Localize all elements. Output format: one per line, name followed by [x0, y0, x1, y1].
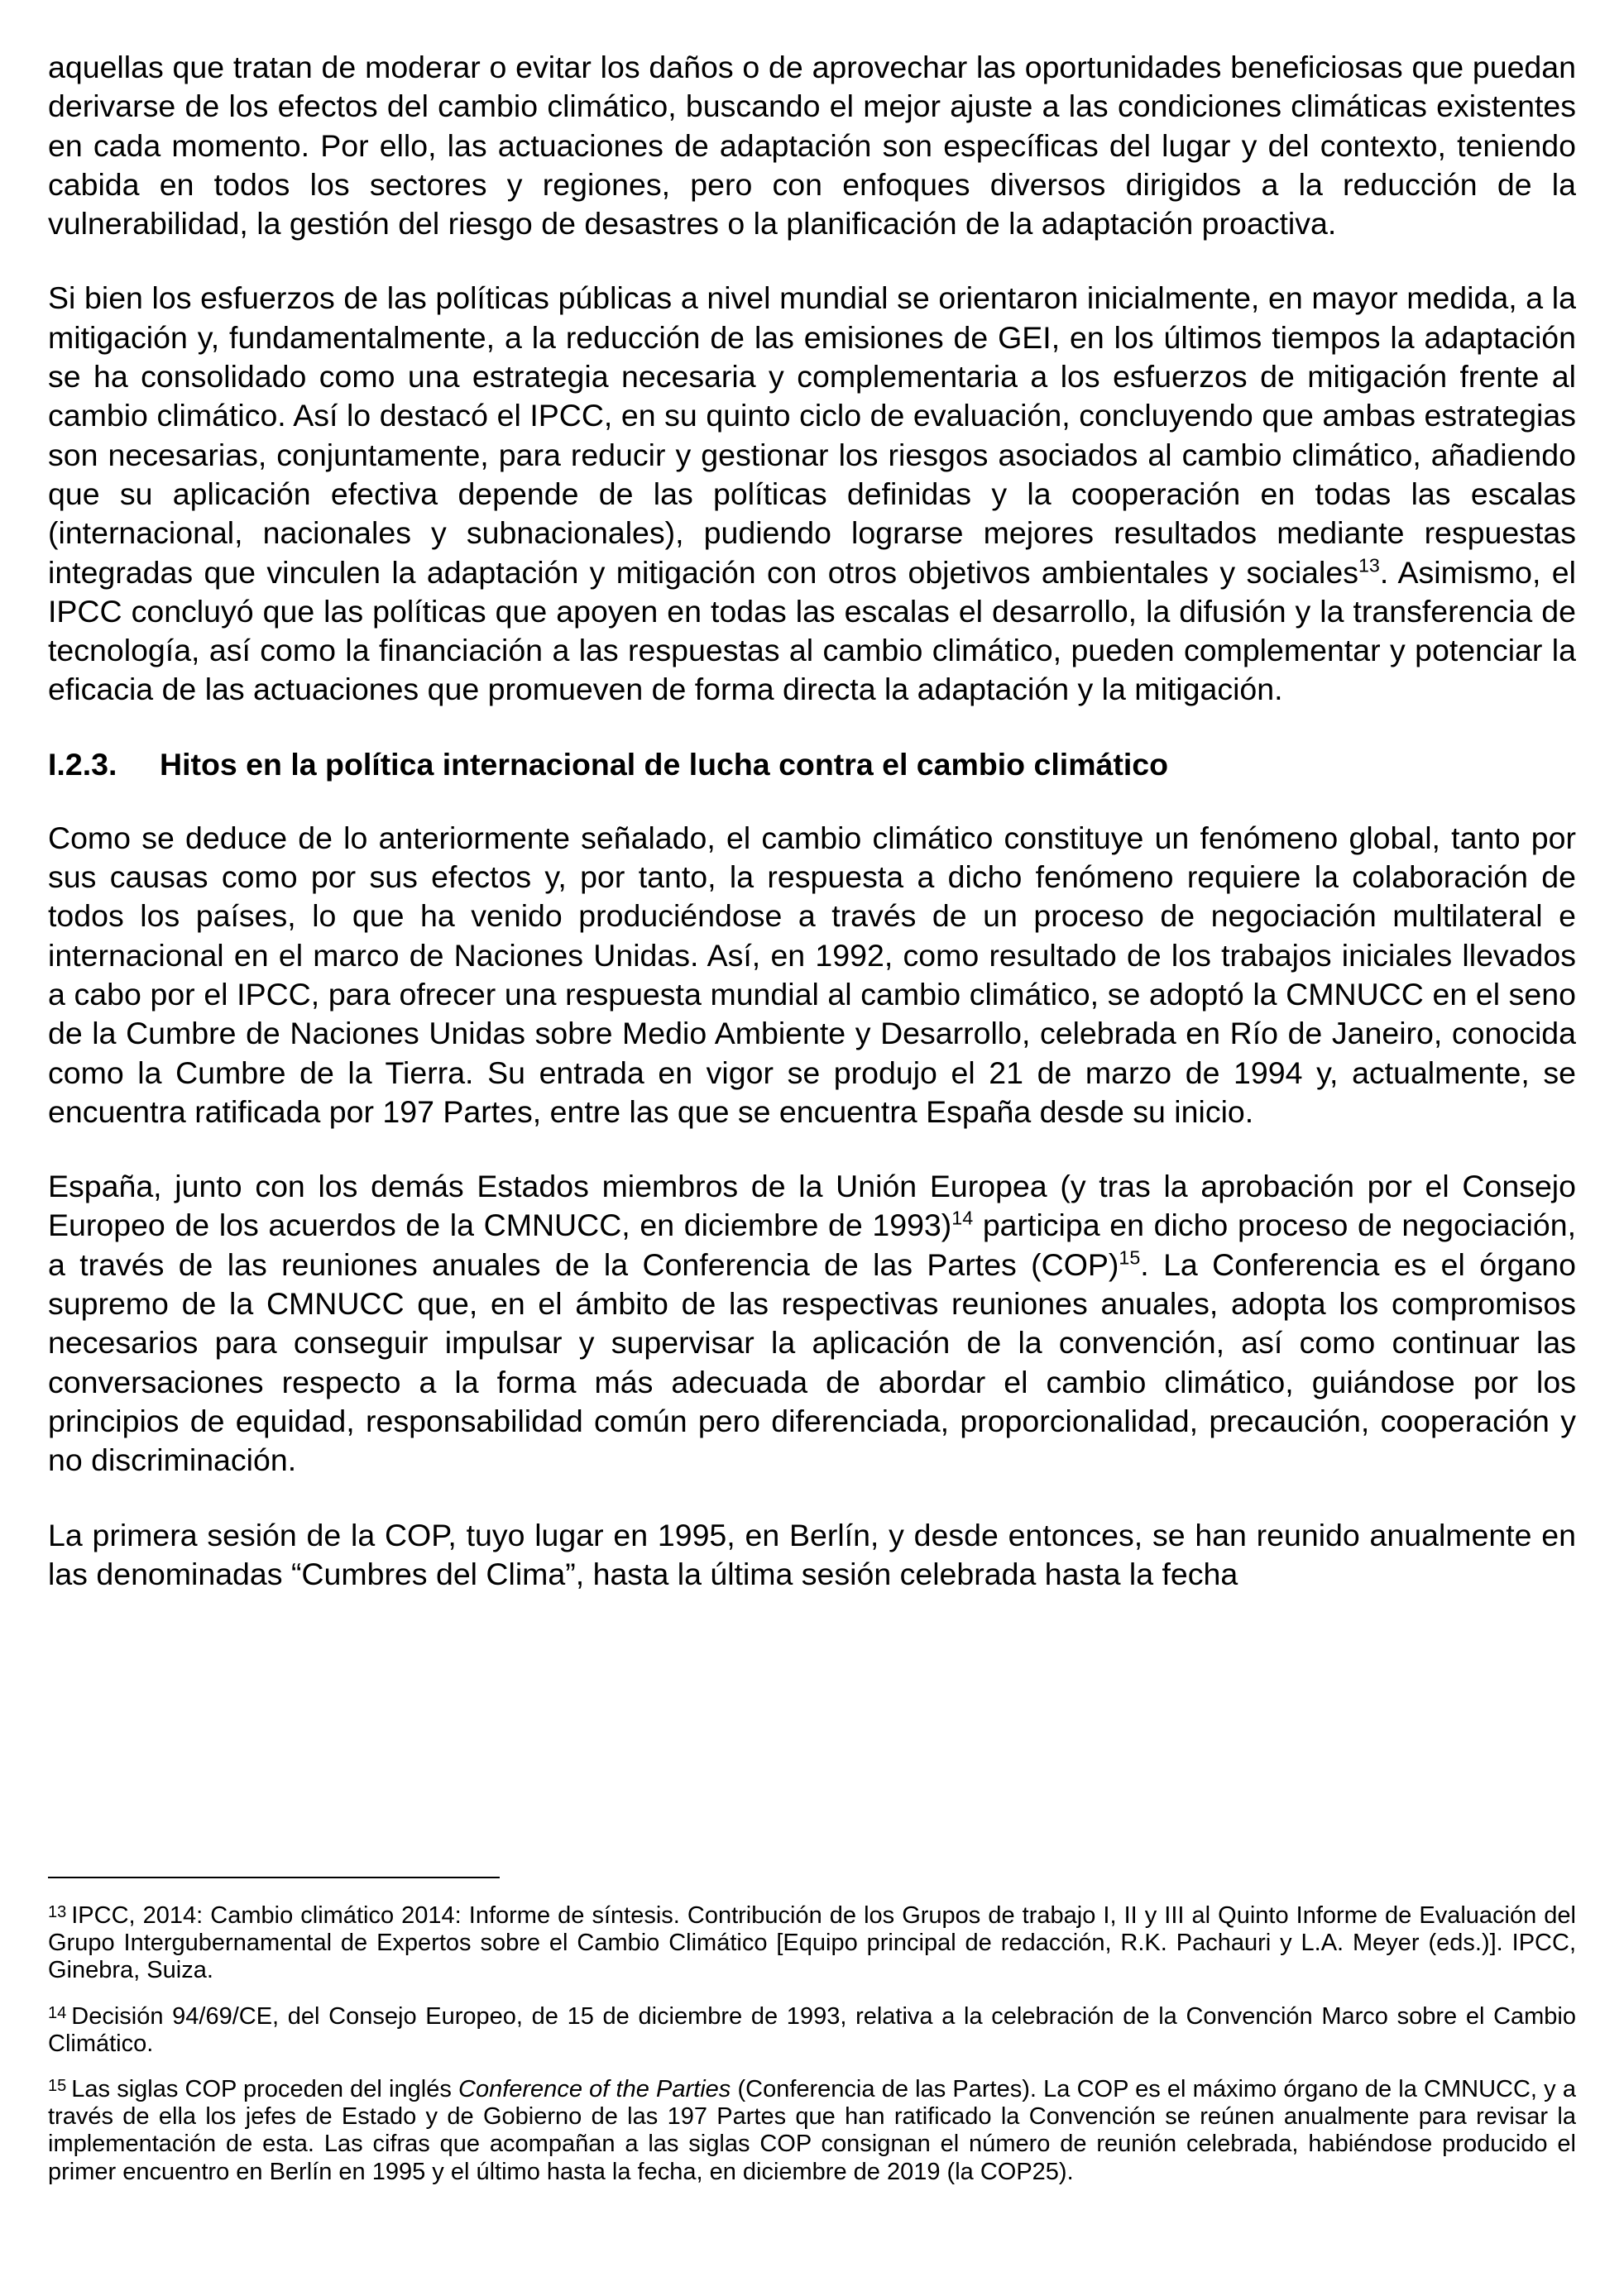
- footnote-text: (Conferencia de las Partes). La COP es el máximo órgano de la CMNUCC, y a través de ella los jefes de Estado y de Gobierno de las 197 Partes que han ratificado la Convención se reúnen anualmente para revisar la implementación de esta. Las cifras que acompañan a las siglas COP consignan el número de reunión celebrada, habiéndose producido el primer encuentro en Berlín en 1995 y el último hasta la fecha, en diciembre de 2019 (la COP25).: [48, 2076, 1576, 2185]
- document-body: [48, 48, 1576, 1629]
- paragraph-text: La primera sesión de la COP, tuyo lugar en 1995, en Berlín, y desde entonces, se han reunido anualmente en las denominadas “Cumbres del Clima”, hasta la última sesión celebrada hasta la fecha: [48, 1517, 1576, 1591]
- footnotes: [48, 1902, 1576, 2204]
- footnote-text: Decisión 94/69/CE, del Consejo Europeo, de 15 de diciembre de 1993, relativa a la celebración de la Convención Marco sobre el Cambio Climático.: [48, 2002, 1576, 2057]
- paragraph-text: participa en dicho proceso de negociación, a través de las reuniones anuales de la Conferencia de las Partes (COP): [48, 1208, 1576, 1282]
- footnote-number: 14: [48, 2003, 67, 2022]
- paragraph-text: Como se deduce de lo anteriormente señalado, el cambio climático constituye un fenómeno global, tanto por sus causas como por sus efectos y, por tanto, la respuesta a dicho fenómeno requiere la colaboración de todos los países, lo que ha venido produciéndose a través de un proceso de negociación multilateral e internacional en el marco de Naciones Unidas. Así, en 1992, como resultado de los trabajos iniciales llevados a cabo por el IPCC, para ofrecer una respuesta mundial al cambio climático, se adoptó la CMNUCC en el seno de la Cumbre de Naciones Unidas sobre Medio Ambiente y Desarrollo, celebrada en Río de Janeiro, conocida como la Cumbre de la Tierra. Su entrada en vigor se produjo el 21 de marzo de 1994 y, actualmente, se encuentra ratificada por 197 Partes, entre las que se encuentra España desde su inicio.: [48, 820, 1576, 1129]
- paragraph-text: . La Conferencia es el órgano supremo de la CMNUCC que, en el ámbito de las respectivas reuniones anuales, adopta los compromisos necesarios para conseguir impulsar y supervisar la aplicación de la convención, así como continuar las conversaciones respecto a la forma más adecuada de abordar el cambio climático, guiándose por los principios de equidad, responsabilidad común pero diferenciada, proporcionalidad, precaución, cooperación y no discriminación.: [48, 1246, 1576, 1478]
- paragraph-cmnucc-origin: [48, 819, 1576, 1131]
- paragraph-text: Si bien los esfuerzos de las políticas públicas a nivel mundial se orientaron inicialmente, en mayor medida, a la mitigación y, fundamentalmente, a la reducción de las emisiones de GEI, en los últimos tiempos la adaptación se ha consolidado como una estrategia necesaria y complementaria a los esfuerzos de mitigación frente al cambio climático. Así lo destacó el IPCC, en su quinto ciclo de evaluación, concluyendo que ambas estrategias son necesarias, conjuntamente, para reducir y gestionar los riesgos asociados al cambio climático, añadiendo que su aplicación efectiva depende de las políticas definidas y la cooperación en todas las escalas (internacional, nacionales y subnacionales), pudiendo lograrse mejores resultados mediante respuestas integradas que vinculen la adaptación y mitigación con otros objetivos ambientales y sociales: [48, 280, 1576, 590]
- footnote-number: 13: [48, 1903, 67, 1921]
- section-title: Hitos en la política internacional de lucha contra el cambio climático: [160, 746, 1169, 782]
- footnote-ref-15[interactable]: 15: [1119, 1246, 1141, 1269]
- paragraph-spain-cop: [48, 1167, 1576, 1480]
- paragraph-text: . Asimismo, el IPCC concluyó que las políticas que apoyen en todas las escalas el desarrollo, la difusión y la transferencia de tecnología, así como la financiación a las respuestas al cambio climático, pueden complementar y potenciar la eficacia de las actuaciones que promueven de forma directa la adaptación y la mitigación.: [48, 554, 1576, 707]
- paragraph-mitigation-adaptation: [48, 279, 1576, 709]
- footnote-15: [48, 2076, 1576, 2186]
- paragraph-adaptation-definition: [48, 48, 1576, 243]
- footnote-ref-13[interactable]: 13: [1358, 554, 1380, 576]
- footnote-number: 15: [48, 2077, 67, 2096]
- footnote-text: IPCC, 2014: Cambio climático 2014: Informe de síntesis. Contribución de los Grupos de trabajo I, II y III al Quinto Informe de Evaluación del Grupo Intergubernamental de Expertos sobre el Cambio Climático [Equipo principal de redacción, R.K. Pachauri y L.A. Meyer (eds.)]. IPCC, Ginebra, Suiza.: [48, 1902, 1576, 1984]
- section-heading: [48, 745, 1576, 784]
- footnote-ref-14[interactable]: 14: [951, 1207, 974, 1229]
- footnote-14: [48, 2003, 1576, 2058]
- paragraph-text: aquellas que tratan de moderar o evitar los daños o de aprovechar las oportunidades beneficiosas que puedan derivarse de los efectos del cambio climático, buscando el mejor ajuste a las condiciones climáticas existentes en cada momento. Por ello, las actuaciones de adaptación son específicas del lugar y del contexto, teniendo cabida en todos los sectores y regiones, pero con enfoques diversos dirigidos a la reducción de la vulnerabilidad, la gestión del riesgo de desastres o la planificación de la adaptación proactiva.: [48, 50, 1576, 242]
- paragraph-first-cop: [48, 1516, 1576, 1595]
- footnote-separator: [48, 1877, 500, 1878]
- section-number: I.2.3.: [48, 746, 117, 782]
- footnote-text: Las siglas COP proceden del inglés: [71, 2076, 459, 2103]
- footnote-italic-term: Conference of the Parties: [458, 2076, 731, 2103]
- paragraph-text: España, junto con los demás Estados miembros de la Unión Europea (y tras la aprobación por el Consejo Europeo de los acuerdos de la CMNUCC, en diciembre de 1993): [48, 1169, 1576, 1243]
- footnote-13: [48, 1902, 1576, 1985]
